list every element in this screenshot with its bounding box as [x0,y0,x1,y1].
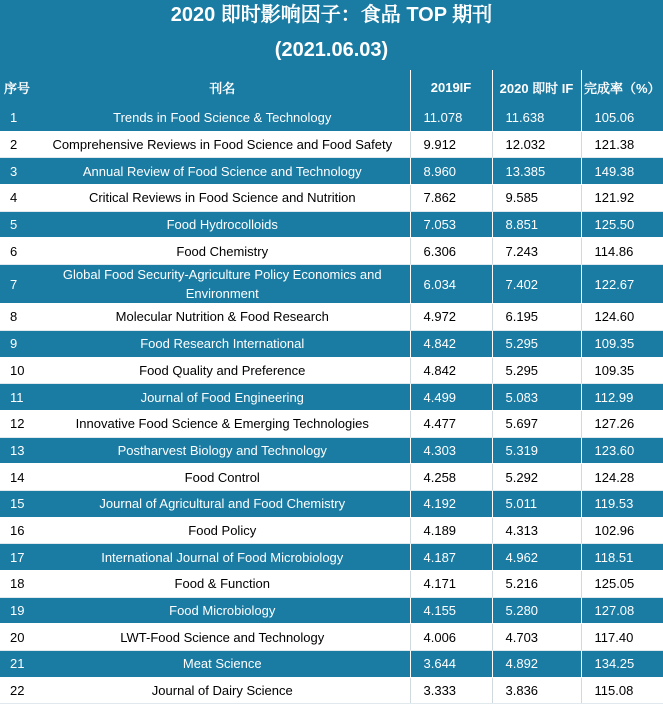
cell-journal-name: Food Control [35,464,410,491]
table-row [0,158,663,185]
cell-journal-name: International Journal of Food Microbiology [35,544,410,571]
table-row [0,185,663,212]
table-row [0,238,663,265]
cell-if2019: 4.499 [410,384,492,411]
cell-rate: 118.51 [581,544,663,571]
cell-index: 9 [0,330,35,357]
page-title: 2020 即时影响因子：食品 TOP 期刊 [170,4,493,26]
cell-rate: 115.08 [581,677,663,704]
cell-index: 16 [0,517,35,544]
journal-table [0,70,663,704]
cell-if2020: 5.280 [492,597,581,624]
cell-if2020: 5.216 [492,571,581,598]
table-row [0,105,663,131]
cell-rate: 121.38 [581,131,663,158]
cell-if2019: 6.034 [410,265,492,304]
cell-if2019: 6.306 [410,238,492,265]
table-header-row [0,70,663,105]
cell-if2019: 3.644 [410,651,492,678]
cell-rate: 117.40 [581,624,663,651]
column-header-index: 序号 [0,70,35,105]
cell-if2020: 4.892 [492,651,581,678]
cell-journal-name: Food & Function [35,571,410,598]
cell-journal-name: Meat Science [35,651,410,678]
cell-index: 11 [0,384,35,411]
table-body [0,105,663,704]
cell-index: 4 [0,185,35,212]
cell-journal-name: Postharvest Biology and Technology [35,437,410,464]
cell-journal-name: Annual Review of Food Science and Technology [35,158,410,185]
cell-rate: 124.28 [581,464,663,491]
table-row [0,597,663,624]
cell-if2020: 5.292 [492,464,581,491]
cell-index: 19 [0,597,35,624]
column-header-if2019: 2019IF [410,70,492,105]
cell-journal-name: Food Quality and Preference [35,357,410,384]
table-row [0,517,663,544]
cell-if2020: 13.385 [492,158,581,185]
cell-journal-name: Global Food Security-Agriculture Policy Economics and Environment [35,265,410,304]
table-row [0,544,663,571]
cell-index: 18 [0,571,35,598]
cell-if2019: 7.862 [410,185,492,212]
cell-if2020: 12.032 [492,131,581,158]
cell-rate: 105.06 [581,105,663,131]
table-row [0,357,663,384]
cell-journal-name: Food Research International [35,330,410,357]
cell-if2019: 4.187 [410,544,492,571]
cell-if2020: 5.295 [492,357,581,384]
cell-journal-name: Molecular Nutrition & Food Research [35,304,410,331]
cell-if2019: 7.053 [410,211,492,238]
table-row [0,651,663,678]
table-row [0,677,663,704]
cell-if2019: 4.189 [410,517,492,544]
cell-journal-name: Journal of Agricultural and Food Chemistry [35,490,410,517]
cell-index: 14 [0,464,35,491]
cell-index: 3 [0,158,35,185]
cell-if2020: 6.195 [492,304,581,331]
cell-if2019: 3.333 [410,677,492,704]
cell-if2019: 4.972 [410,304,492,331]
cell-journal-name: LWT-Food Science and Technology [35,624,410,651]
cell-rate: 121.92 [581,185,663,212]
column-header-if2020: 2020 即时 IF [492,70,581,105]
cell-if2020: 8.851 [492,211,581,238]
cell-rate: 127.26 [581,410,663,437]
cell-journal-name: Food Hydrocolloids [35,211,410,238]
column-header-name: 刊名 [35,70,410,105]
cell-journal-name: Trends in Food Science & Technology [35,105,410,131]
cell-index: 6 [0,238,35,265]
page-date: (2021.06.03) [274,39,389,61]
cell-if2020: 7.243 [492,238,581,265]
cell-if2020: 5.011 [492,490,581,517]
table-row [0,265,663,304]
cell-if2019: 9.912 [410,131,492,158]
table-row [0,131,663,158]
cell-index: 1 [0,105,35,131]
cell-index: 17 [0,544,35,571]
cell-if2020: 5.319 [492,437,581,464]
cell-if2019: 11.078 [410,105,492,131]
cell-rate: 149.38 [581,158,663,185]
cell-index: 5 [0,211,35,238]
cell-index: 12 [0,410,35,437]
table-row [0,384,663,411]
cell-rate: 124.60 [581,304,663,331]
cell-index: 13 [0,437,35,464]
cell-rate: 109.35 [581,357,663,384]
cell-rate: 114.86 [581,238,663,265]
table-row [0,211,663,238]
cell-if2019: 8.960 [410,158,492,185]
cell-journal-name: Comprehensive Reviews in Food Science and Food Safety [35,131,410,158]
cell-if2020: 3.836 [492,677,581,704]
cell-if2019: 4.842 [410,357,492,384]
cell-rate: 109.35 [581,330,663,357]
column-header-rate: 完成率（%） [581,70,663,105]
page-header [0,0,663,70]
cell-if2020: 9.585 [492,185,581,212]
cell-journal-name: Critical Reviews in Food Science and Nutrition [35,185,410,212]
table-row [0,624,663,651]
cell-journal-name: Innovative Food Science & Emerging Technologies [35,410,410,437]
cell-rate: 102.96 [581,517,663,544]
cell-index: 22 [0,677,35,704]
cell-rate: 134.25 [581,651,663,678]
cell-index: 21 [0,651,35,678]
table-row [0,571,663,598]
cell-index: 7 [0,265,35,304]
table-row [0,464,663,491]
cell-index: 20 [0,624,35,651]
cell-index: 2 [0,131,35,158]
cell-if2019: 4.192 [410,490,492,517]
table-row [0,437,663,464]
cell-if2020: 11.638 [492,105,581,131]
cell-journal-name: Journal of Food Engineering [35,384,410,411]
cell-if2019: 4.155 [410,597,492,624]
table-row [0,490,663,517]
cell-index: 15 [0,490,35,517]
cell-if2020: 4.703 [492,624,581,651]
cell-journal-name: Food Policy [35,517,410,544]
cell-journal-name: Journal of Dairy Science [35,677,410,704]
cell-rate: 119.53 [581,490,663,517]
cell-if2020: 5.295 [492,330,581,357]
cell-journal-name: Food Microbiology [35,597,410,624]
cell-if2019: 4.171 [410,571,492,598]
cell-if2019: 4.006 [410,624,492,651]
cell-rate: 112.99 [581,384,663,411]
cell-rate: 125.05 [581,571,663,598]
cell-if2020: 4.962 [492,544,581,571]
cell-if2019: 4.477 [410,410,492,437]
cell-journal-name: Food Chemistry [35,238,410,265]
cell-if2020: 5.697 [492,410,581,437]
cell-if2020: 7.402 [492,265,581,304]
cell-rate: 123.60 [581,437,663,464]
cell-rate: 125.50 [581,211,663,238]
cell-rate: 127.08 [581,597,663,624]
cell-if2019: 4.303 [410,437,492,464]
cell-index: 8 [0,304,35,331]
cell-if2020: 4.313 [492,517,581,544]
table-row [0,330,663,357]
table-row [0,304,663,331]
cell-rate: 122.67 [581,265,663,304]
cell-if2020: 5.083 [492,384,581,411]
table-row [0,410,663,437]
cell-if2019: 4.842 [410,330,492,357]
cell-if2019: 4.258 [410,464,492,491]
cell-index: 10 [0,357,35,384]
